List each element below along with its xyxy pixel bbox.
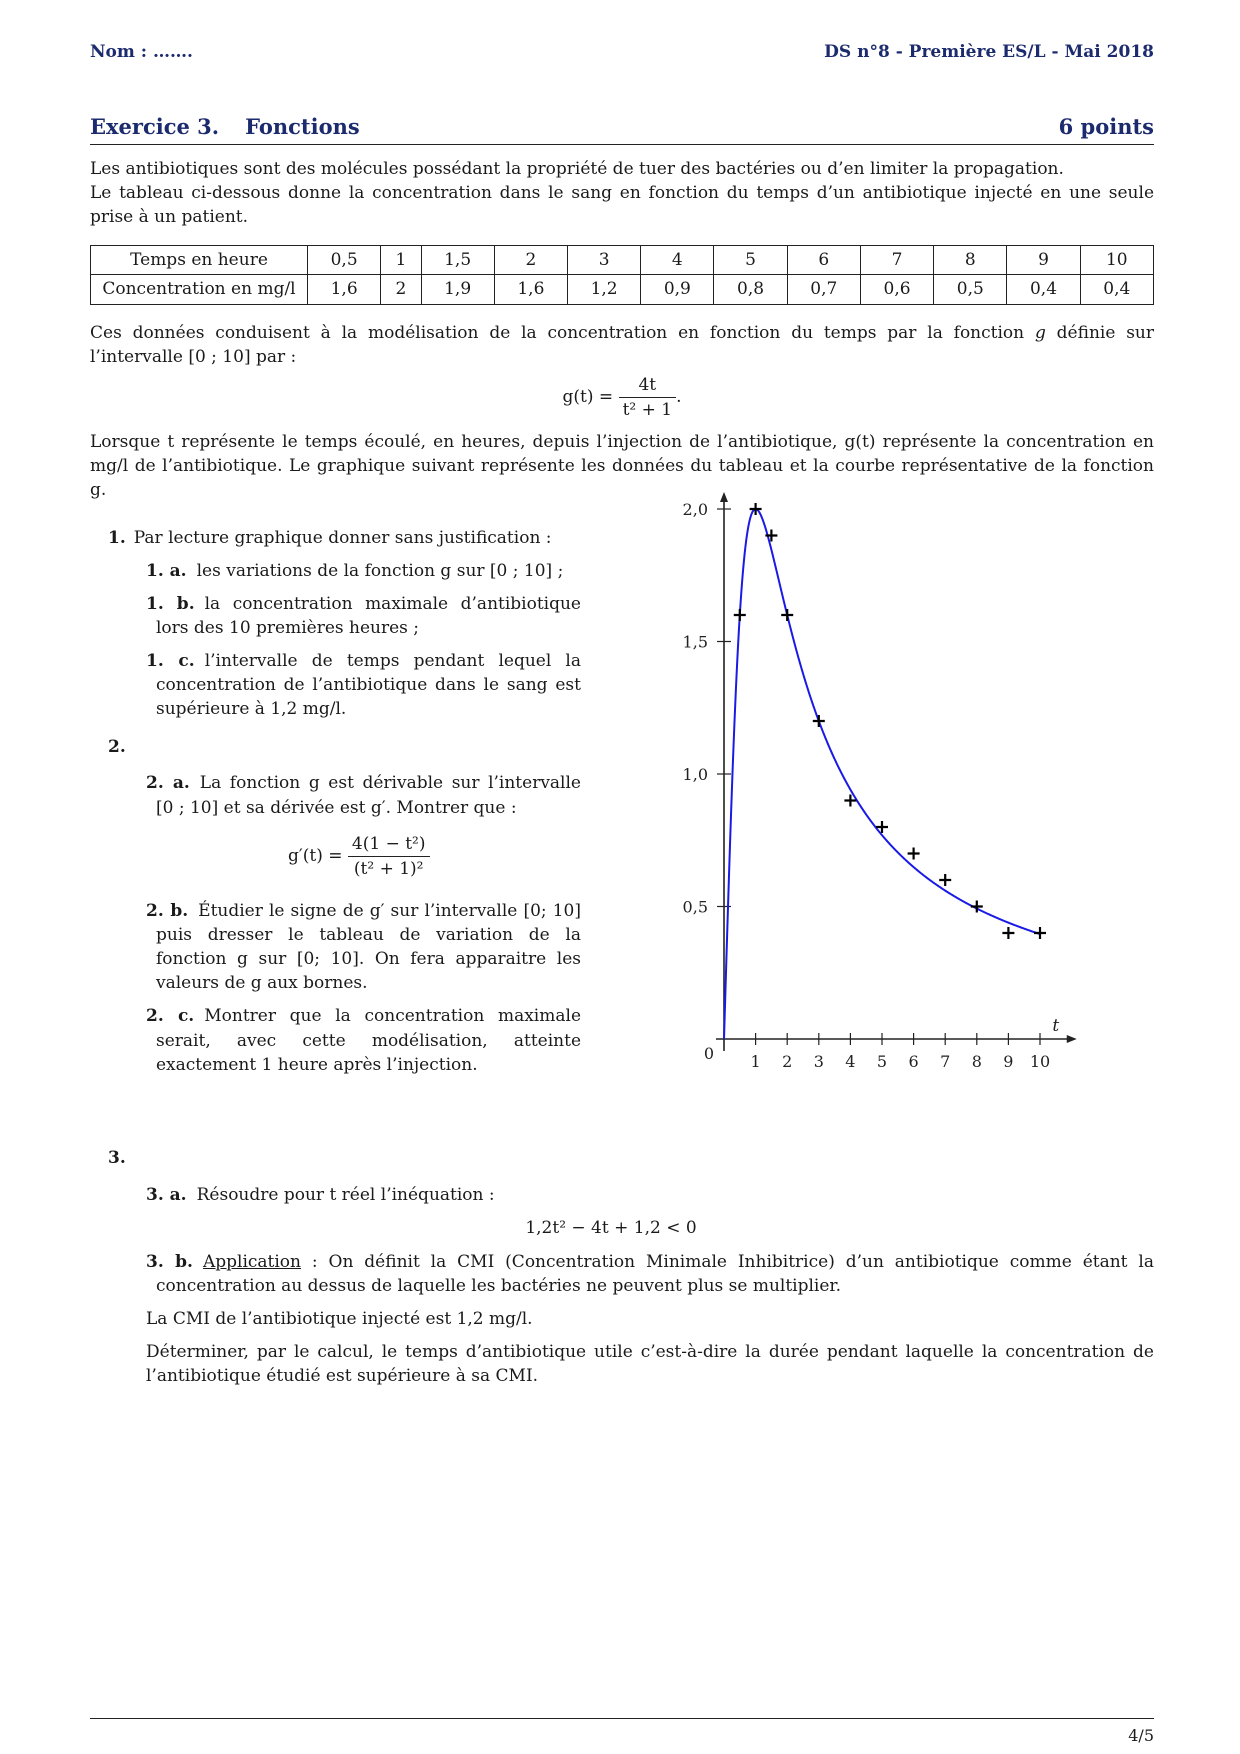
question-2b: 2. b. Étudier le signe de g′ sur l’intervalle [0; 10] puis dresser le tableau de variation de la fonction g sur [0; 10]. On fera apparaitre les valeurs de g aux bornes. bbox=[146, 900, 581, 994]
page-number: 4/5 bbox=[1128, 1726, 1154, 1745]
x-tick-label: 9 bbox=[1003, 1052, 1014, 1072]
question-1: 1. Par lecture graphique donner sans justification : bbox=[108, 528, 552, 549]
numerator: 4(1 − t²) bbox=[348, 832, 430, 857]
table-row-label: Concentration en mg/l bbox=[91, 275, 308, 304]
table-cell-concentration: 1,9 bbox=[421, 275, 494, 304]
x-tick-label: 1 bbox=[750, 1052, 761, 1072]
question-3b-task: Déterminer, par le calcul, le temps d’antibiotique utile c’est-à-dire la durée pendant laquelle la concentration de l’antibiotique étudié est supérieure à sa CMI. bbox=[146, 1342, 1154, 1387]
question-1c: 1. c. l’intervalle de temps pendant lequel la concentration de l’antibiotique dans le sang est supérieure à 1,2 mg/l. bbox=[146, 650, 581, 720]
question-1a: 1. a. les variations de la fonction g sur [0 ; 10] ; bbox=[146, 560, 564, 581]
data-point-marker bbox=[1034, 927, 1046, 939]
intro-line-2: Le tableau ci-dessous donne la concentration dans le sang en fonction du temps d’un antibiotique injecté en une seule prise à un patient. bbox=[90, 183, 1154, 228]
exercise-number: Exercice 3. bbox=[90, 114, 220, 140]
table-cell-concentration: 1,2 bbox=[567, 275, 640, 304]
table-cell-concentration: 0,4 bbox=[1007, 275, 1080, 304]
questions-column bbox=[108, 526, 581, 1085]
x-axis-arrow bbox=[1067, 1035, 1077, 1043]
table-row-concentration bbox=[91, 275, 1154, 304]
student-name-field: Nom : ……. bbox=[90, 42, 193, 62]
exam-title: DS n°8 - Première ES/L - Mai 2018 bbox=[824, 42, 1154, 62]
fraction bbox=[619, 373, 677, 422]
denominator: t² + 1 bbox=[622, 399, 673, 420]
inequality: 1,2t² − 4t + 1,2 < 0 bbox=[525, 1217, 697, 1238]
table-cell-time: 7 bbox=[860, 246, 933, 275]
question-block-3 bbox=[108, 1146, 1154, 1388]
table-cell-time: 1,5 bbox=[421, 246, 494, 275]
concentration-chart bbox=[661, 486, 1161, 1123]
table-cell-time: 9 bbox=[1007, 246, 1080, 275]
y-tick-label: 2,0 bbox=[682, 500, 708, 520]
table-cell-time: 0,5 bbox=[308, 246, 381, 275]
data-table bbox=[90, 245, 1154, 304]
data-point-marker bbox=[1002, 927, 1014, 939]
table-row-time bbox=[91, 246, 1154, 275]
model-curve bbox=[724, 509, 1040, 1039]
table-cell-concentration: 0,7 bbox=[787, 275, 860, 304]
fraction bbox=[348, 832, 430, 881]
question-3b: 3. b. Application : On définit la CMI (Concentration Minimale Inhibitrice) d’un antibiotique comme étant la concentration au dessus de laquelle les bactéries ne peuvent plus se multiplier. bbox=[146, 1251, 1154, 1296]
table-cell-time: 6 bbox=[787, 246, 860, 275]
table-row-label: Temps en heure bbox=[91, 246, 308, 275]
model-text: Ces données conduisent à la modélisation de la concentration en fonction du temps par la fonction g définie sur l’intervalle [0 ; 10] par : bbox=[90, 322, 1155, 367]
cmi-value: La CMI de l’antibiotique injecté est 1,2 mg/l. bbox=[146, 1309, 533, 1330]
table-cell-concentration: 1,6 bbox=[494, 275, 567, 304]
x-tick-label: 2 bbox=[782, 1052, 793, 1072]
exercise-heading bbox=[90, 112, 1154, 145]
table-cell-time: 2 bbox=[494, 246, 567, 275]
y-tick-label: 0,5 bbox=[682, 897, 708, 917]
data-point-marker bbox=[734, 609, 746, 621]
g-definition: g(t) = $\frac{4t}{\text{t² + 1}}$ . bbox=[90, 373, 1154, 422]
table-cell-concentration: 0,6 bbox=[860, 275, 933, 304]
question-2c: 2. c. Montrer que la concentration maximale serait, avec cette modélisation, atteinte exactement 1 heure après l’injection. bbox=[146, 1006, 581, 1075]
table-cell-concentration: 2 bbox=[381, 275, 421, 304]
table-cell-concentration: 1,6 bbox=[308, 275, 381, 304]
question-3a: 3. a. Résoudre pour t réel l’inéquation : bbox=[146, 1184, 495, 1205]
table-cell-time: 5 bbox=[714, 246, 787, 275]
question-block-1-2 bbox=[90, 500, 1154, 1126]
data-point-marker bbox=[908, 848, 920, 860]
page-header bbox=[90, 40, 1154, 64]
denominator: (t² + 1)² bbox=[353, 858, 424, 879]
table-cell-time: 4 bbox=[641, 246, 714, 275]
x-tick-label: 7 bbox=[940, 1052, 951, 1072]
page bbox=[90, 40, 1154, 1397]
model-explanation: Lorsque t représente le temps écoulé, en heures, depuis l’injection de l’antibiotique, g(t) représente la concentration en mg/l de l’antibiotique. Le graphique suivant représente les données du tableau et la courbe représentative de la fonction g. bbox=[90, 432, 1154, 501]
table-cell-concentration: 0,4 bbox=[1080, 275, 1153, 304]
table-cell-time: 10 bbox=[1080, 246, 1153, 275]
table-cell-time: 3 bbox=[567, 246, 640, 275]
table-cell-time: 8 bbox=[934, 246, 1007, 275]
x-tick-label: 4 bbox=[845, 1052, 856, 1072]
table-cell-concentration: 0,5 bbox=[934, 275, 1007, 304]
data-point-marker bbox=[781, 609, 793, 621]
exercise-points: 6 points bbox=[1058, 114, 1154, 140]
question-3: 3. bbox=[108, 1148, 126, 1169]
data-point-marker bbox=[939, 874, 951, 886]
formula-lhs: g(t) = bbox=[562, 386, 614, 407]
y-tick-label: 1,5 bbox=[682, 632, 708, 652]
table-cell-concentration: 0,9 bbox=[641, 275, 714, 304]
table-cell-time: 1 bbox=[381, 246, 421, 275]
formula-lhs: g′(t) = bbox=[288, 845, 343, 866]
question-2a: 2. a. La fonction g est dérivable sur l’intervalle [0 ; 10] et sa dérivée est g′. Montrer que : bbox=[146, 773, 581, 818]
question-2: 2. bbox=[108, 737, 126, 758]
x-tick-label: 6 bbox=[908, 1052, 919, 1072]
y-axis-arrow bbox=[720, 492, 728, 502]
exercise-title: Fonctions bbox=[245, 114, 360, 140]
data-point-marker bbox=[813, 715, 825, 727]
x-tick-label: 10 bbox=[1029, 1052, 1051, 1072]
intro-line-1: Les antibiotiques sont des molécules possédant la propriété de tuer des bactéries ou d’en limiter la propagation. bbox=[90, 158, 1064, 179]
page-footer bbox=[90, 1718, 1154, 1748]
table-cell-concentration: 0,8 bbox=[714, 275, 787, 304]
numerator: 4t bbox=[619, 373, 677, 398]
x-axis-label: t bbox=[1052, 1016, 1060, 1037]
origin-label: 0 bbox=[703, 1044, 714, 1064]
x-tick-label: 3 bbox=[813, 1052, 824, 1072]
x-tick-label: 8 bbox=[971, 1052, 982, 1072]
chart-svg bbox=[661, 486, 1161, 1116]
y-tick-label: 1,0 bbox=[682, 765, 708, 785]
x-tick-label: 5 bbox=[876, 1052, 888, 1072]
derivative-formula bbox=[168, 832, 581, 881]
question-1b: 1. b. la concentration maximale d’antibiotique lors des 10 premières heures ; bbox=[146, 593, 581, 638]
